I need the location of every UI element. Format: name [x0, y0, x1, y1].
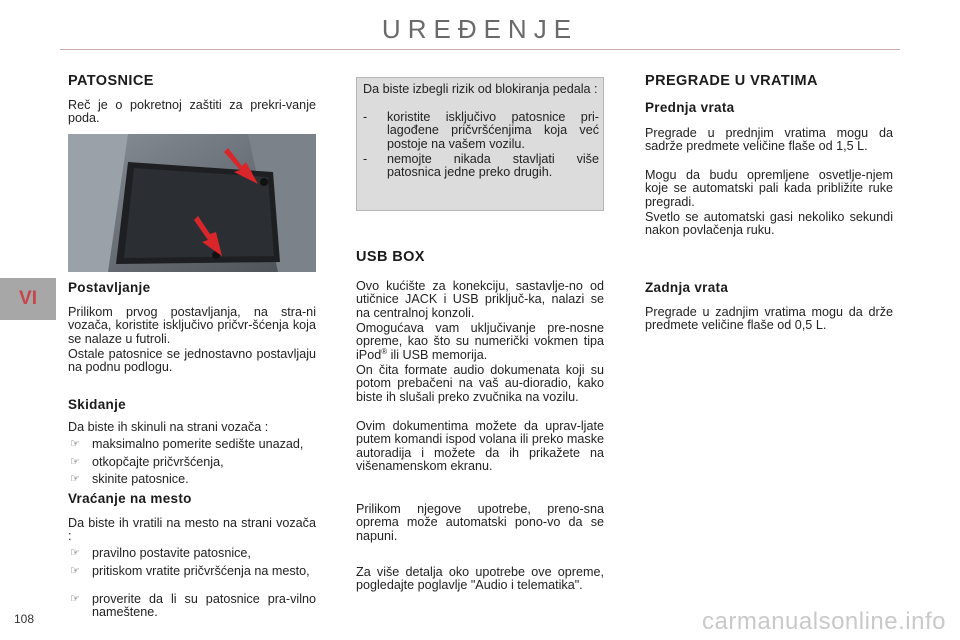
section-heading-postavljanje: Postavljanje — [68, 280, 151, 295]
usb-paragraph-3: On čita formate audio dokumenata koji su potom prebačeni na vaš au-dioradio, kako biste ih slušali preko zvučnika na vozilu. — [356, 363, 604, 404]
pointing-hand-icon: ☞ — [70, 593, 80, 605]
pointing-hand-icon: ☞ — [70, 438, 80, 450]
section-heading-zadnja-vrata: Zadnja vrata — [645, 280, 729, 295]
pointing-hand-icon: ☞ — [70, 547, 80, 559]
page-title: UREĐENJE — [381, 14, 579, 44]
skidanje-item — [68, 473, 316, 486]
postavljanje-paragraph-1: Prilikom prvog postavljanja, na stra-ni vozača, koristite isključivo pričvr-šćenja koja se nalaze u futroli. — [68, 305, 316, 346]
usb-paragraph-1: Ovo kućište za konekciju, sastavlje-no od utičnice JACK i USB priključ-ka, nalazi se na centralnoj konzoli. — [356, 279, 604, 320]
title-divider — [60, 49, 900, 50]
list-item-text: otkopčajte pričvršćenja, — [92, 455, 224, 469]
registered-mark: ® — [381, 346, 388, 356]
warning-item-1: koristite isključivo patosnice pri-lagođene pričvršćenjima koja već postoje na vašem vozilu. — [387, 110, 599, 151]
warning-box — [356, 77, 604, 211]
warning-item-2: nemojte nikada stavljati više patosnica jedne preko drugih. — [387, 152, 599, 180]
watermark: carmanualsonline.info — [702, 608, 946, 635]
list-item-text: maksimalno pomerite sedište unazad, — [92, 437, 304, 451]
chapter-tab: VI — [0, 278, 56, 320]
section-heading-usb-box: USB BOX — [356, 249, 425, 265]
pointing-hand-icon: ☞ — [70, 456, 80, 468]
pointing-hand-icon: ☞ — [70, 473, 80, 485]
vracanje-item — [68, 565, 316, 578]
section-heading-pregrade: PREGRADE U VRATIMA — [645, 73, 818, 89]
skidanje-item — [68, 438, 316, 451]
warning-intro: Da biste izbegli rizik od blokiranja pedala : — [363, 82, 598, 96]
vracanje-item — [68, 547, 316, 560]
floor-mat-photo — [68, 134, 316, 272]
floor-mat-illustration — [68, 134, 316, 272]
section-heading-vracanje: Vraćanje na mesto — [68, 491, 192, 506]
list-item-text: proverite da li su patosnice pra-vilno nameštene. — [92, 592, 316, 620]
list-item-text: pritiskom vratite pričvršćenja na mesto, — [92, 564, 310, 578]
page-number: 108 — [14, 612, 35, 626]
vracanje-item — [68, 593, 316, 620]
dash-marker: - — [363, 152, 368, 166]
skidanje-item — [68, 456, 316, 469]
postavljanje-paragraph-2: Ostale patosnice se jednostavno postavljaju na podnu podlogu. — [68, 347, 316, 375]
skidanje-intro: Da biste ih skinuli na strani vozača : — [68, 420, 269, 434]
prednja-paragraph-1: Pregrade u prednjim vratima mogu da sadrže predmete veličine flaše od 1,5 L. — [645, 126, 893, 154]
usb-paragraph-4: Ovim dokumentima možete da uprav-ljate putem komandi ispod volana ili preko maske autoradija i možete da ih prikažete na višenamenskom ekranu. — [356, 419, 604, 474]
prednja-paragraph-3: Svetlo se automatski gasi nekoliko sekundi nakon povlačenja ruku. — [645, 210, 893, 238]
usb-paragraph-2-tail: ili USB memorija. — [387, 347, 488, 362]
usb-paragraph-2 — [356, 322, 604, 362]
usb-paragraph-5: Prilikom njegove upotrebe, preno-sna oprema može automatski pono-vo da se napuni. — [356, 502, 604, 543]
section-heading-patosnice: PATOSNICE — [68, 73, 154, 89]
prednja-paragraph-2: Mogu da budu opremljene osvetlje-njem koje se automatski pali kada približite ruke pregradi. — [645, 168, 893, 209]
section-heading-skidanje: Skidanje — [68, 397, 126, 412]
zadnja-paragraph-1: Pregrade u zadnjim vratima mogu da drže predmete veličine flaše od 0,5 L. — [645, 305, 893, 333]
usb-paragraph-2-text: Omogućava vam uključivanje pre-nosne opreme, kao što su numerički vokmen tipa iPod — [356, 321, 604, 362]
pointing-hand-icon: ☞ — [70, 565, 80, 577]
vracanje-intro: Da biste ih vratili na mesto na strani vozača : — [68, 516, 316, 544]
usb-paragraph-6: Za više detalja oko upotrebe ove opreme, pogledajte poglavlje "Audio i telematika". — [356, 565, 604, 593]
list-item-text: skinite patosnice. — [92, 472, 189, 486]
section-heading-prednja-vrata: Prednja vrata — [645, 100, 735, 115]
list-item-text: pravilno postavite patosnice, — [92, 546, 251, 560]
dash-marker: - — [363, 110, 368, 124]
patosnice-intro: Reč je o pokretnoj zaštiti za prekri-vanje poda. — [68, 98, 316, 126]
